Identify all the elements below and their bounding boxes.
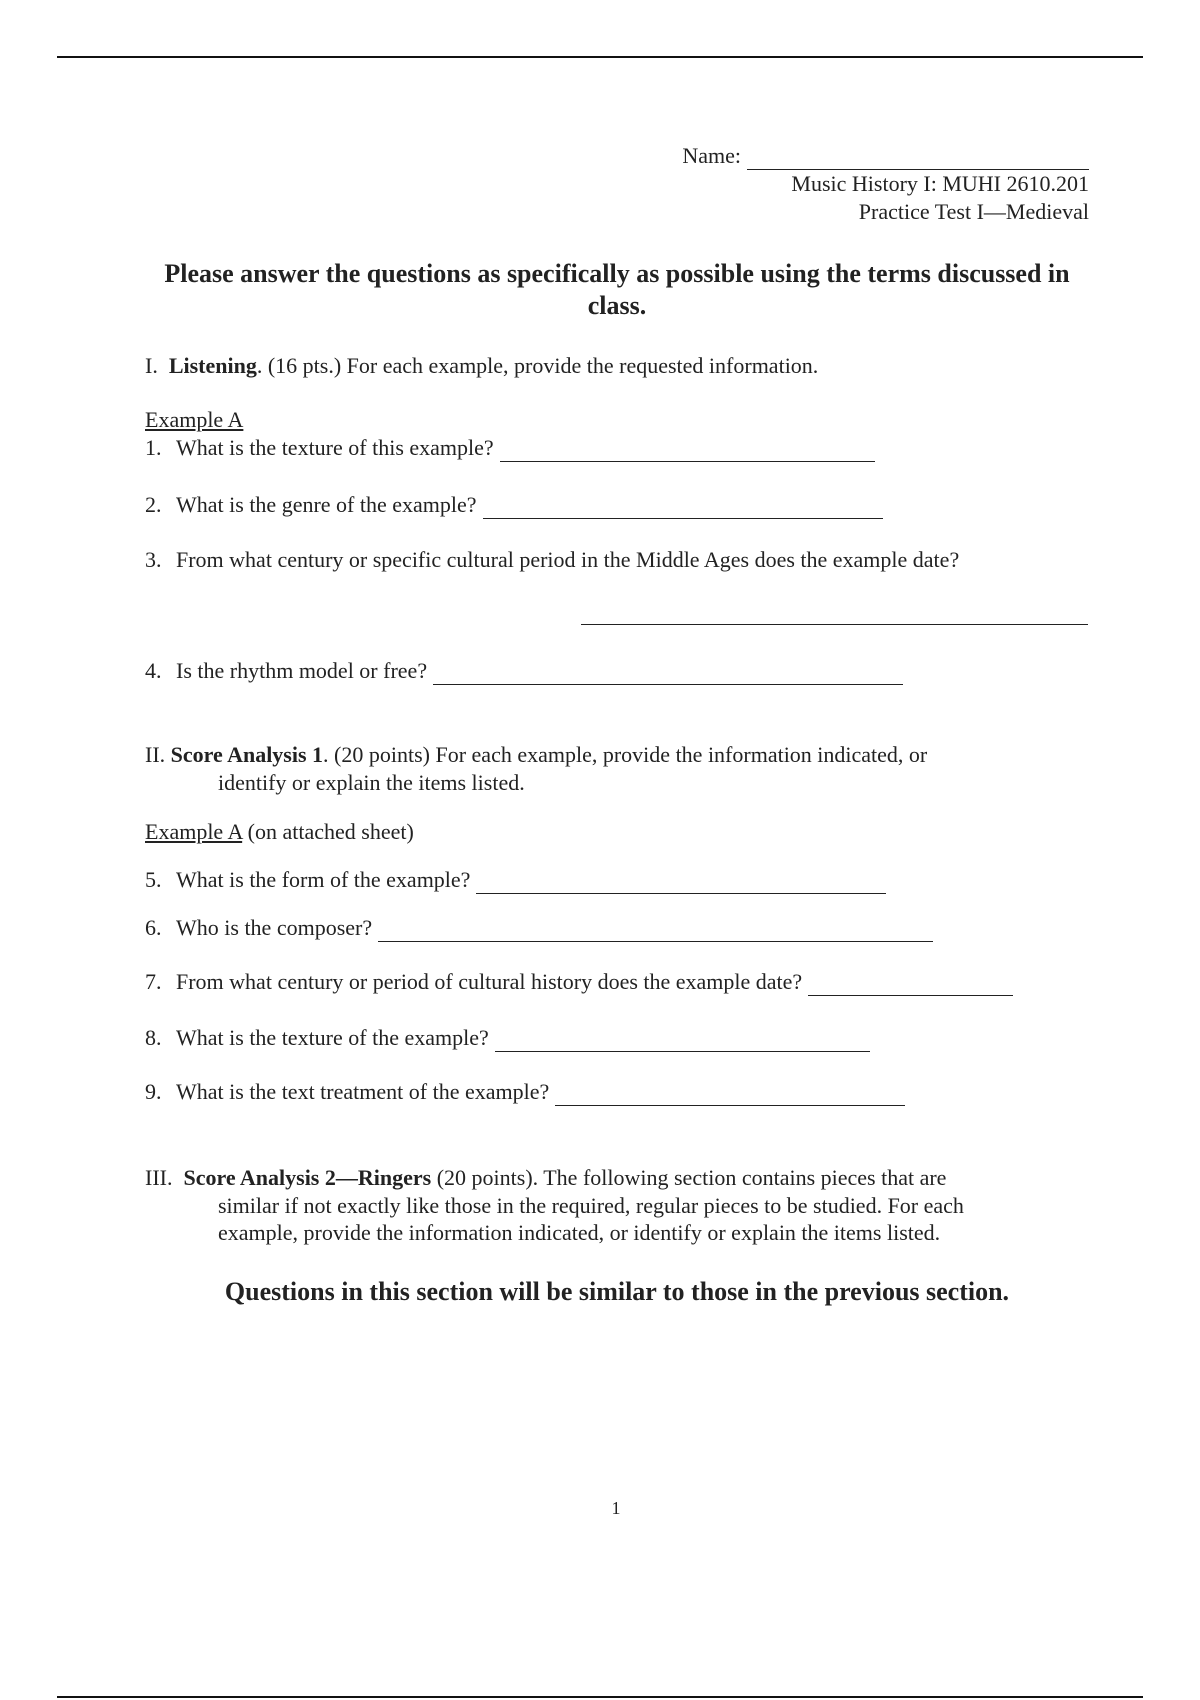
question-8	[145, 1024, 870, 1052]
section-2-title: Score Analysis 1	[170, 742, 324, 767]
course-title: Music History I: MUHI 2610.201	[791, 171, 1089, 196]
question-text: What is the genre of the example?	[176, 492, 477, 517]
section-1-description: . (16 pts.) For each example, provide the requested information.	[256, 353, 819, 378]
section-3-description-cont-2: example, provide the information indicated, or identify or explain the items listed.	[218, 1220, 941, 1245]
section-2-description: . (20 points) For each example, provide the information indicated, or	[323, 742, 928, 767]
question-6	[145, 914, 933, 942]
section-2-description-cont: identify or explain the items listed.	[218, 770, 525, 795]
question-text: What is the texture of this example?	[176, 435, 494, 460]
section-2-example	[145, 818, 414, 846]
closing-note: Questions in this section will be similar to those in the previous section.	[224, 1277, 1010, 1306]
test-title: Practice Test I—Medieval	[858, 199, 1089, 224]
answer-blank[interactable]	[808, 973, 1013, 996]
question-text: From what century or specific cultural period in the Middle Ages does the example date?	[176, 547, 960, 572]
answer-blank[interactable]	[483, 496, 883, 519]
question-7	[145, 968, 1013, 996]
section-2-numeral: II.	[145, 742, 166, 767]
question-text: Who is the composer?	[176, 915, 373, 940]
question-text: What is the text treatment of the example?	[176, 1079, 550, 1104]
page-number: 1	[611, 1498, 621, 1518]
answer-blank[interactable]	[378, 919, 933, 942]
section-3-description-cont-1: similar if not exactly like those in the required, regular pieces to be studied. For each	[218, 1193, 964, 1218]
section-3-description: (20 points). The following section contains pieces that are	[431, 1165, 947, 1190]
section-1-numeral: I.	[145, 353, 158, 378]
question-3	[145, 546, 959, 574]
section-3-title: Score Analysis 2—Ringers	[183, 1165, 432, 1190]
section-3-numeral: III.	[145, 1165, 173, 1190]
question-text: From what century or period of cultural history does the example date?	[176, 969, 803, 994]
question-number: 7.	[145, 969, 162, 994]
section-1-example-label: Example A	[145, 407, 244, 432]
section-2-heading	[145, 741, 927, 769]
name-field	[682, 142, 1089, 170]
answer-blank[interactable]	[476, 871, 886, 894]
answer-blank[interactable]	[433, 662, 903, 685]
section-2-example-label: Example A	[145, 819, 243, 844]
question-text: Is the rhythm model or free?	[176, 658, 428, 683]
name-label: Name:	[682, 143, 741, 168]
question-4	[145, 657, 903, 685]
top-rule	[57, 56, 1143, 58]
question-text: What is the texture of the example?	[176, 1025, 489, 1050]
name-blank[interactable]	[747, 147, 1089, 170]
question-1	[145, 434, 875, 462]
answer-blank[interactable]	[495, 1029, 870, 1052]
question-number: 4.	[145, 658, 162, 683]
section-2-example-note: (on attached sheet)	[242, 819, 414, 844]
section-1-heading	[145, 352, 818, 380]
answer-blank[interactable]	[581, 602, 1088, 625]
section-3-heading	[145, 1164, 946, 1192]
question-number: 2.	[145, 492, 162, 517]
question-number: 6.	[145, 915, 162, 940]
answer-blank[interactable]	[500, 439, 875, 462]
question-number: 3.	[145, 547, 162, 572]
question-number: 5.	[145, 867, 162, 892]
question-number: 1.	[145, 435, 162, 460]
question-5	[145, 866, 886, 894]
header-block	[682, 142, 1089, 226]
section-1-title: Listening	[168, 353, 257, 378]
question-text: What is the form of the example?	[176, 867, 471, 892]
question-number: 8.	[145, 1025, 162, 1050]
instructions: Please answer the questions as specifically as possible using the terms discussed in class.	[164, 259, 1070, 320]
question-number: 9.	[145, 1079, 162, 1104]
answer-blank[interactable]	[555, 1083, 905, 1106]
question-2	[145, 491, 883, 519]
question-9	[145, 1078, 905, 1106]
bottom-rule	[57, 1696, 1143, 1698]
